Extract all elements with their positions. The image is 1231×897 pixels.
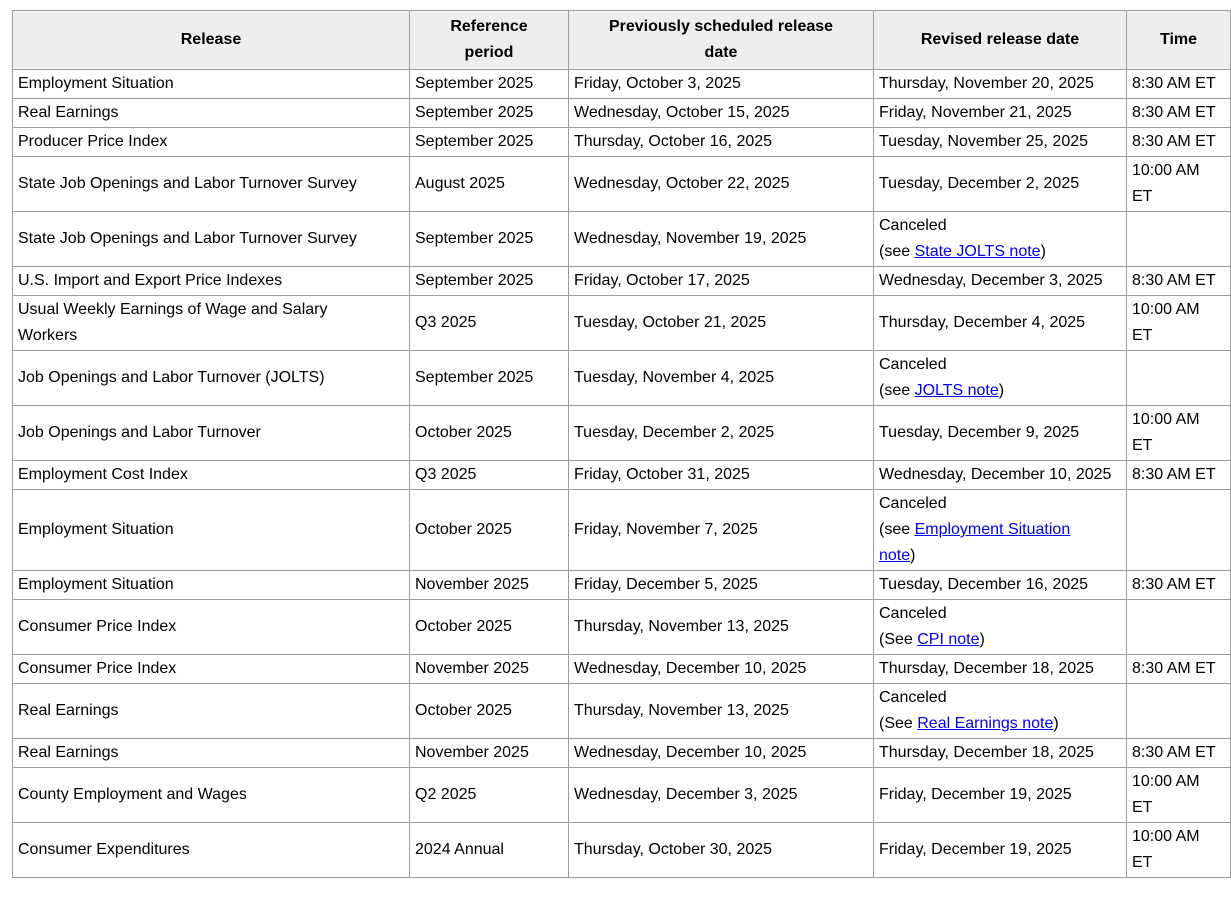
release-cell: Employment Situation (13, 490, 410, 571)
table-row (13, 461, 1231, 490)
release-cell: Real Earnings (13, 99, 410, 128)
column-header-label: Release (180, 31, 242, 48)
time-cell (1127, 600, 1231, 655)
time-cell (1127, 351, 1231, 406)
time-cell: 8:30 AM ET (1127, 70, 1231, 99)
reference-period-cell: Q3 2025 (410, 296, 569, 351)
note-link[interactable]: State JOLTS note (914, 243, 1041, 260)
reference-period-cell: September 2025 (410, 128, 569, 157)
revised-date-cell: Friday, November 21, 2025 (874, 99, 1127, 128)
canceled-note: (see JOLTS note) (879, 382, 1005, 399)
revised-date-cell (874, 351, 1127, 406)
revised-date-cell (874, 600, 1127, 655)
previously-scheduled-cell: Wednesday, December 3, 2025 (569, 768, 874, 823)
reference-period-cell: November 2025 (410, 739, 569, 768)
canceled-note: (See CPI note) (879, 631, 985, 648)
reference-period-cell: November 2025 (410, 571, 569, 600)
release-cell: Employment Situation (13, 571, 410, 600)
revised-date-cell (874, 490, 1127, 571)
column-header-label: Revised release date (920, 31, 1080, 48)
release-schedule-table (12, 10, 1231, 878)
time-cell: 10:00 AM ET (1127, 296, 1231, 351)
reference-period-cell: August 2025 (410, 157, 569, 212)
time-cell: 10:00 AM ET (1127, 768, 1231, 823)
previously-scheduled-cell: Wednesday, December 10, 2025 (569, 739, 874, 768)
previously-scheduled-cell: Wednesday, October 15, 2025 (569, 99, 874, 128)
revised-date-cell: Tuesday, November 25, 2025 (874, 128, 1127, 157)
time-cell: 10:00 AM ET (1127, 406, 1231, 461)
time-cell: 10:00 AM ET (1127, 823, 1231, 878)
time-cell: 8:30 AM ET (1127, 128, 1231, 157)
release-cell: Consumer Expenditures (13, 823, 410, 878)
table-row (13, 655, 1231, 684)
revised-date-cell: Wednesday, December 10, 2025 (874, 461, 1127, 490)
release-cell: Producer Price Index (13, 128, 410, 157)
previously-scheduled-cell: Thursday, November 13, 2025 (569, 600, 874, 655)
time-cell: 8:30 AM ET (1127, 739, 1231, 768)
table-row (13, 768, 1231, 823)
time-cell: 8:30 AM ET (1127, 461, 1231, 490)
table-row (13, 157, 1231, 212)
table-row (13, 600, 1231, 655)
revised-date-cell (874, 212, 1127, 267)
column-header-label: Previously scheduled release date (608, 18, 834, 61)
reference-period-cell: November 2025 (410, 655, 569, 684)
reference-period-cell: 2024 Annual (410, 823, 569, 878)
canceled-status: Canceled (879, 356, 947, 373)
column-header-release (13, 11, 410, 70)
previously-scheduled-cell: Thursday, October 16, 2025 (569, 128, 874, 157)
table-row (13, 351, 1231, 406)
reference-period-cell: October 2025 (410, 684, 569, 739)
revised-date-cell: Tuesday, December 16, 2025 (874, 571, 1127, 600)
column-header-label: Reference period (450, 18, 528, 61)
time-cell: 8:30 AM ET (1127, 571, 1231, 600)
previously-scheduled-cell: Wednesday, October 22, 2025 (569, 157, 874, 212)
revised-date-cell: Tuesday, December 9, 2025 (874, 406, 1127, 461)
note-link[interactable]: Employment Situation note (879, 521, 1071, 564)
reference-period-cell: October 2025 (410, 406, 569, 461)
time-cell (1127, 212, 1231, 267)
note-link[interactable]: JOLTS note (914, 382, 999, 399)
release-cell: Usual Weekly Earnings of Wage and Salary Workers (13, 296, 410, 351)
table-row (13, 739, 1231, 768)
previously-scheduled-cell: Friday, October 31, 2025 (569, 461, 874, 490)
reference-period-cell: Q3 2025 (410, 461, 569, 490)
canceled-status: Canceled (879, 217, 947, 234)
reference-period-cell: September 2025 (410, 70, 569, 99)
time-cell: 8:30 AM ET (1127, 655, 1231, 684)
revised-date-cell: Thursday, December 18, 2025 (874, 655, 1127, 684)
release-cell: Employment Situation (13, 70, 410, 99)
table-row (13, 490, 1231, 571)
release-cell: Employment Cost Index (13, 461, 410, 490)
reference-period-cell: September 2025 (410, 212, 569, 267)
release-cell: State Job Openings and Labor Turnover Survey (13, 157, 410, 212)
note-link[interactable]: CPI note (917, 631, 980, 648)
release-cell: Real Earnings (13, 684, 410, 739)
table-row (13, 99, 1231, 128)
previously-scheduled-cell: Friday, November 7, 2025 (569, 490, 874, 571)
release-cell: State Job Openings and Labor Turnover Survey (13, 212, 410, 267)
canceled-note: (see State JOLTS note) (879, 243, 1046, 260)
previously-scheduled-cell: Wednesday, November 19, 2025 (569, 212, 874, 267)
release-cell: County Employment and Wages (13, 768, 410, 823)
table-row (13, 823, 1231, 878)
previously-scheduled-cell: Friday, December 5, 2025 (569, 571, 874, 600)
release-cell: Consumer Price Index (13, 655, 410, 684)
time-cell: 8:30 AM ET (1127, 267, 1231, 296)
revised-date-cell (874, 684, 1127, 739)
canceled-status: Canceled (879, 495, 947, 512)
time-cell: 8:30 AM ET (1127, 99, 1231, 128)
release-cell: Consumer Price Index (13, 600, 410, 655)
time-cell (1127, 490, 1231, 571)
previously-scheduled-cell: Tuesday, November 4, 2025 (569, 351, 874, 406)
revised-date-cell: Thursday, December 18, 2025 (874, 739, 1127, 768)
revised-date-cell: Friday, December 19, 2025 (874, 823, 1127, 878)
reference-period-cell: September 2025 (410, 99, 569, 128)
column-header-label: Time (1159, 31, 1198, 48)
header-row (13, 11, 1231, 70)
canceled-note: (See Real Earnings note) (879, 715, 1059, 732)
previously-scheduled-cell: Thursday, November 13, 2025 (569, 684, 874, 739)
reference-period-cell: September 2025 (410, 267, 569, 296)
release-cell: U.S. Import and Export Price Indexes (13, 267, 410, 296)
table-row (13, 406, 1231, 461)
table-row (13, 267, 1231, 296)
revised-date-cell: Tuesday, December 2, 2025 (874, 157, 1127, 212)
previously-scheduled-cell: Friday, October 17, 2025 (569, 267, 874, 296)
time-cell (1127, 684, 1231, 739)
table-row (13, 212, 1231, 267)
reference-period-cell: October 2025 (410, 600, 569, 655)
table-row (13, 684, 1231, 739)
revised-date-cell: Wednesday, December 3, 2025 (874, 267, 1127, 296)
revised-date-cell: Thursday, November 20, 2025 (874, 70, 1127, 99)
reference-period-cell: October 2025 (410, 490, 569, 571)
revised-date-cell: Friday, December 19, 2025 (874, 768, 1127, 823)
previously-scheduled-cell: Tuesday, October 21, 2025 (569, 296, 874, 351)
previously-scheduled-cell: Tuesday, December 2, 2025 (569, 406, 874, 461)
reference-period-cell: Q2 2025 (410, 768, 569, 823)
column-header-previously-scheduled-date (569, 11, 874, 70)
column-header-time (1127, 11, 1231, 70)
time-cell: 10:00 AM ET (1127, 157, 1231, 212)
canceled-status: Canceled (879, 689, 947, 706)
table-row (13, 70, 1231, 99)
previously-scheduled-cell: Friday, October 3, 2025 (569, 70, 874, 99)
previously-scheduled-cell: Wednesday, December 10, 2025 (569, 655, 874, 684)
column-header-reference-period (410, 11, 569, 70)
canceled-note: (see Employment Situation note) (879, 521, 1071, 564)
release-cell: Job Openings and Labor Turnover (13, 406, 410, 461)
revised-date-cell: Thursday, December 4, 2025 (874, 296, 1127, 351)
table-row (13, 296, 1231, 351)
reference-period-cell: September 2025 (410, 351, 569, 406)
release-cell: Job Openings and Labor Turnover (JOLTS) (13, 351, 410, 406)
column-header-revised-date (874, 11, 1127, 70)
table-row (13, 128, 1231, 157)
release-cell: Real Earnings (13, 739, 410, 768)
previously-scheduled-cell: Thursday, October 30, 2025 (569, 823, 874, 878)
note-link[interactable]: Real Earnings note (917, 715, 1054, 732)
table-body (13, 70, 1231, 878)
table-row (13, 571, 1231, 600)
canceled-status: Canceled (879, 605, 947, 622)
